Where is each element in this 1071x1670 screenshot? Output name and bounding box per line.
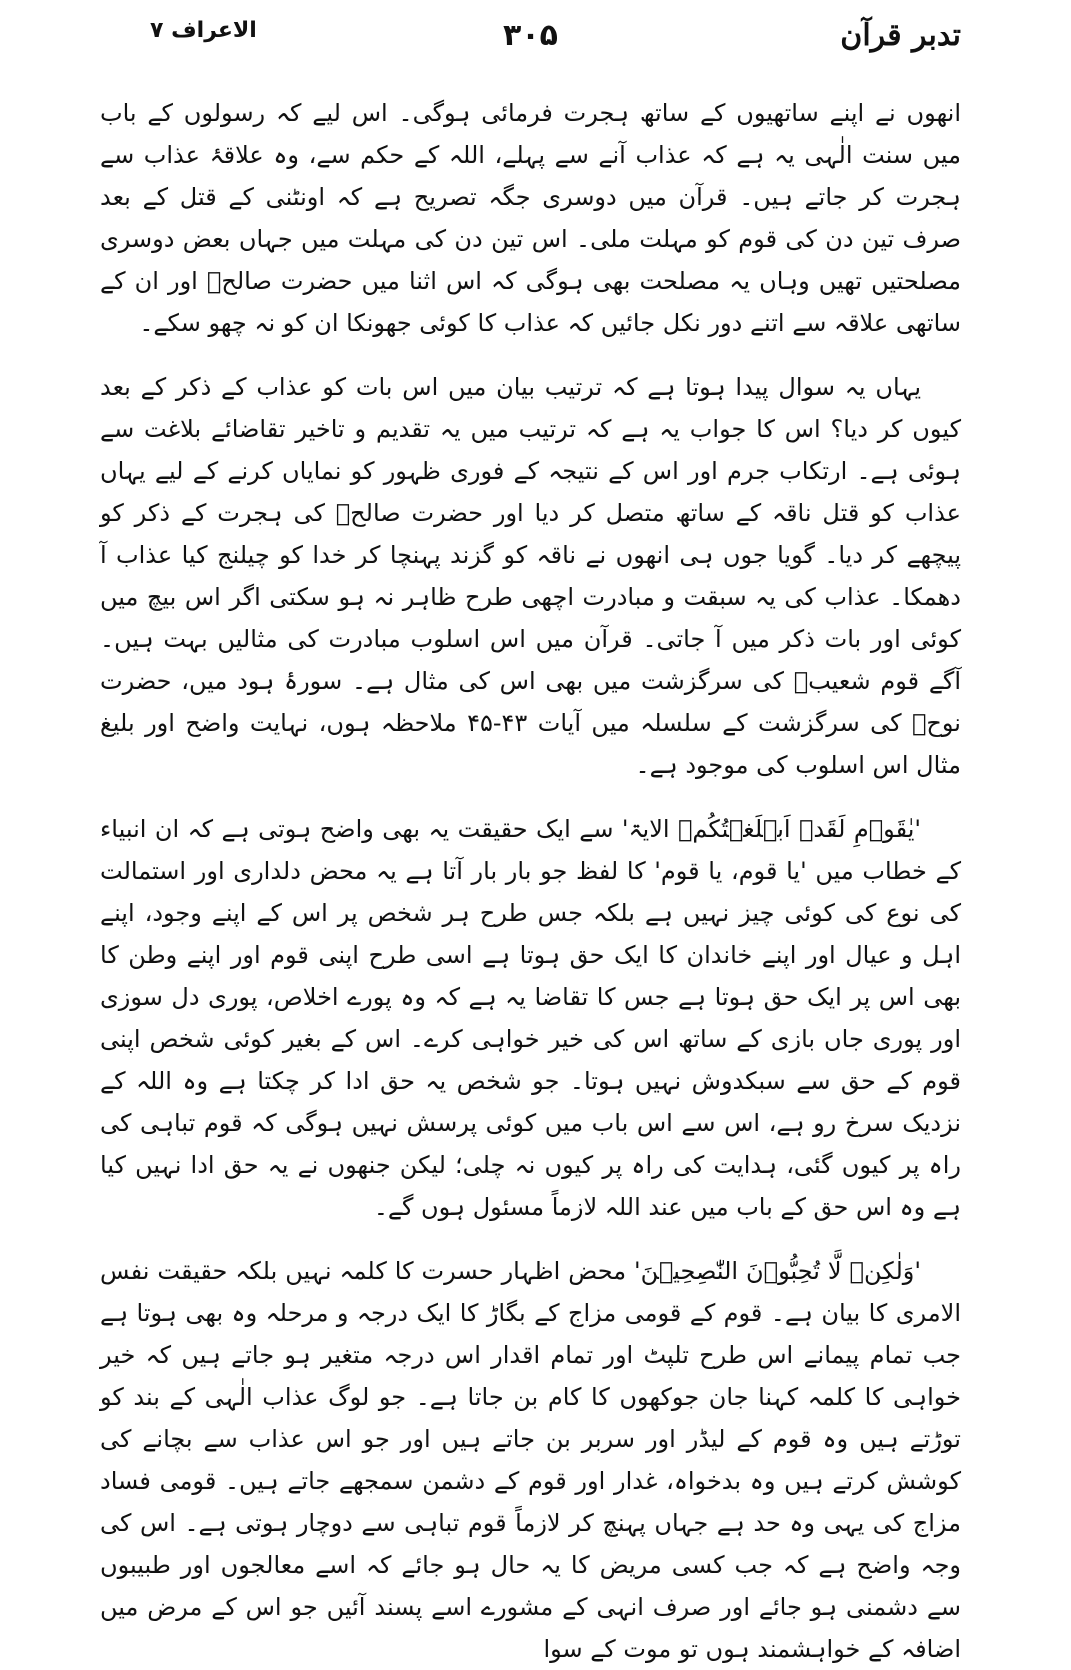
paragraph: 'وَلٰکِنۡ لَّا تُحِبُّوۡنَ النّٰصِحِیۡنَ' محض اظہار حسرت کا کلمہ نہیں بلکہ حقیقت نفس الامری کا بیان ہے۔ قوم کے قومی مزاج کے بگاڑ کا ایک درجہ و مرحلہ وہ بھی ہوتا ہے جب تمام پیمانے اس طرح تلپٹ اور تمام اقدار اس درجہ متغیر ہو جاتے ہیں کہ خیر خواہی کا کلمہ کہنا جان جوکھوں کا کام بن جاتا ہے۔ جو لوگ عذاب الٰہی کے بند کو توڑتے ہیں وہ قوم کے لیڈر اور سربر بن جاتے ہیں اور جو اس عذاب سے بچانے کی کوشش کرتے ہیں وہ بدخواہ، غدار اور قوم کے دشمن سمجھے جاتے ہیں۔ قومی فساد مزاج کی یہی وہ حد ہے جہاں پہنچ کر لازماً قوم تباہی سے دوچار ہوتی ہے۔ اس کی وجہ واضح ہے کہ جب کسی مریض کا یہ حال ہو جائے کہ اسے معالجوں اور طبیبوں سے دشمنی ہو جائے اور صرف انہی کے مشورے اسے پسند آئیں جو اس کے مرض میں اضافہ کے خواہشمند ہوں تو موت کے سوا (100, 1257, 961, 1663)
paragraph: یہاں یہ سوال پیدا ہوتا ہے کہ ترتیب بیان میں اس بات کو عذاب کے ذکر کے بعد کیوں کر دیا؟ اس کا جواب یہ ہے کہ ترتیب میں یہ تقدیم و تاخیر تقاضائے بلاغت سے ہوئی ہے۔ ارتکاب جرم اور اس کے نتیجہ کے فوری ظہور کو نمایاں کرنے کے لیے یہاں عذاب کو قتل ناقہ کے ساتھ متصل کر دیا اور حضرت صالحؑ کی ہجرت کے ذکر کو پیچھے کر دیا۔ گویا جوں ہی انھوں نے ناقہ کو گزند پہنچا کر خدا کو چیلنج کیا عذاب آ دھمکا۔ عذاب کی یہ سبقت و مبادرت اچھی طرح ظاہر نہ ہو سکتی اگر اس بیچ میں کوئی اور بات ذکر میں آ جاتی۔ قرآن میں اس اسلوب مبادرت کی مثالیں بہت ہیں۔ آگے قوم شعیبؑ کی سرگزشت میں بھی اس کی مثال ہے۔ سورۂ ہود میں، حضرت نوحؑ کی سرگزشت کے سلسلہ میں آیات ۴۳-۴۵ ملاحظہ ہوں، نہایت واضح اور بلیغ مثال اس اسلوب کی موجود ہے۔ (100, 373, 961, 779)
paragraph: انھوں نے اپنے ساتھیوں کے ساتھ ہجرت فرمائی ہوگی۔ اس لیے کہ رسولوں کے باب میں سنت الٰہی یہ ہے کہ عذاب آنے سے پہلے، اللہ کے حکم سے، وہ علاقۂ عذاب سے ہجرت کر جاتے ہیں۔ قرآن میں دوسری جگہ تصریح ہے کہ اونٹنی کے قتل کے بعد صرف تین دن کی قوم کو مہلت ملی۔ اس تین دن کی مہلت میں جہاں بعض دوسری مصلحتیں تھیں وہاں یہ مصلحت بھی ہوگی کہ اس اثنا میں حضرت صالحؑ اور ان کے ساتھی علاقہ سے اتنے دور نکل جائیں کہ عذاب کا کوئی جھونکا ان کو نہ چھو سکے۔ (100, 99, 961, 337)
paragraph: 'یٰقَوۡمِ لَقَدۡ اَبۡلَغۡتُکُمۡ الایۃ' سے ایک حقیقت یہ بھی واضح ہوتی ہے کہ ان انبیاء کے خطاب میں 'یا قوم، یا قوم' کا لفظ جو بار بار آتا ہے یہ محض دلداری اور استمالت کی نوع کی کوئی چیز نہیں ہے بلکہ جس طرح ہر شخص پر اس کے اپنے وجود، اپنے اہل و عیال اور اپنے خاندان کا ایک حق ہوتا ہے اسی طرح اپنی قوم اور اپنے وطن کا بھی اس پر ایک حق ہوتا ہے جس کا تقاضا یہ ہے کہ وہ پورے اخلاص، پوری دل سوزی اور پوری جاں بازی کے ساتھ اس کی خیر خواہی کرے۔ اس کے بغیر کوئی شخص اپنی قوم کے حق سے سبکدوش نہیں ہوتا۔ جو شخص یہ حق ادا کر چکتا ہے وہ اللہ کے نزدیک سرخ رو ہے، اس سے اس باب میں کوئی پرسش نہیں ہوگی کہ قوم تباہی کی راہ پر کیوں گئی، ہدایت کی راہ پر کیوں نہ چلی؛ لیکن جنھوں نے یہ حق ادا نہیں کیا ہے وہ اس حق کے باب میں عند اللہ لازماً مسئول ہوں گے۔ (100, 815, 961, 1221)
page-number: ۳۰۵ (503, 18, 558, 53)
page-header (100, 0, 961, 92)
surah-reference: الاعراف ۷ (150, 18, 257, 43)
body-text (100, 92, 961, 1670)
book-title: تدبر قرآن (840, 18, 961, 53)
